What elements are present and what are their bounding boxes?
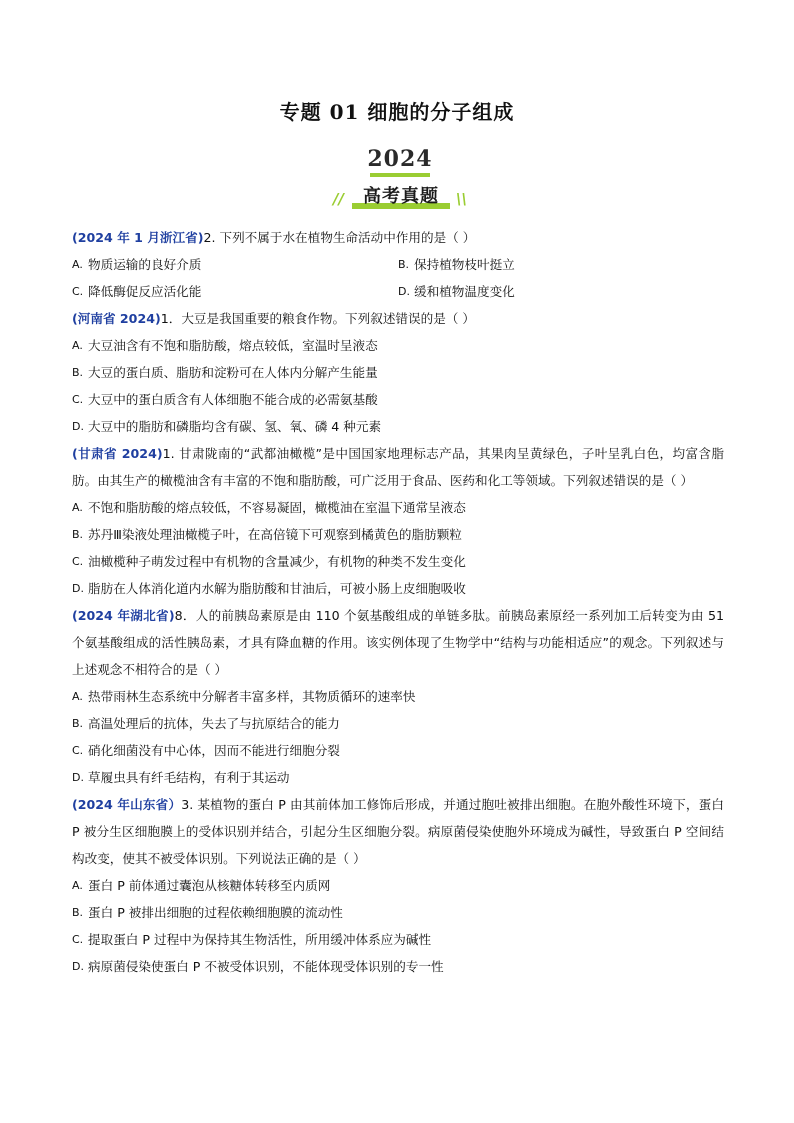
option-row	[72, 278, 724, 305]
question-stem	[72, 305, 724, 332]
question-source: (2024 年山东省）	[72, 797, 182, 812]
question-stem	[72, 602, 724, 683]
slash-right-decor: \\	[456, 190, 467, 208]
option-key: C.	[72, 744, 84, 757]
option-d	[72, 764, 724, 791]
option-key: A.	[72, 339, 83, 352]
option-d	[72, 953, 724, 980]
option-key: A.	[72, 258, 83, 271]
option-key: C.	[72, 285, 84, 298]
question-2	[72, 305, 724, 440]
option-key: B.	[398, 258, 410, 271]
option-text: 缓和植物温度变化	[414, 284, 515, 299]
year-underline	[370, 173, 430, 177]
option-text: 大豆油含有不饱和脂肪酸，熔点较低，室温时呈液态	[88, 338, 378, 353]
question-text: 3. 某植物的蛋白 P 由其前体加工修饰后形成，并通过胞吐被排出细胞。在胞外酸性环境下，蛋白 P 被分生区细胞膜上的受体识别并结合，引起分生区细胞分裂。病原菌侵染使胞外环境成为碱性，导致蛋白 P 空间结构改变，使其不被受体识别。下列说法正确的是（ ）	[72, 797, 724, 866]
question-text: 8．人的前胰岛素原是由 110 个氨基酸组成的单链多肽。前胰岛素原经一系列加工后转变为由 51 个氨基酸组成的活性胰岛素，才具有降血糖的作用。该实例体现了生物学中“结构与功能相适应”的观念。下列叙述与上述观念不相符合的是（ ）	[72, 608, 724, 677]
option-text: 蛋白 P 被排出细胞的过程依赖细胞膜的流动性	[88, 905, 343, 920]
option-text: 硝化细菌没有中心体，因而不能进行细胞分裂	[88, 743, 340, 758]
option-text: 保持植物枝叶挺立	[414, 257, 515, 272]
option-key: D.	[72, 771, 84, 784]
slash-left-decor: //	[333, 190, 344, 208]
option-text: 大豆中的蛋白质含有人体细胞不能合成的必需氨基酸	[88, 392, 378, 407]
option-d	[72, 413, 724, 440]
question-source: (2024 年 1 月浙江省)	[72, 230, 204, 245]
question-text: 1．大豆是我国重要的粮食作物。下列叙述错误的是（ ）	[160, 311, 476, 326]
option-d	[398, 278, 724, 305]
option-text: 降低酶促反应活化能	[88, 284, 202, 299]
option-c	[72, 278, 398, 305]
banner-tag: 高考真题	[363, 186, 439, 207]
option-b	[398, 251, 724, 278]
option-text: 草履虫具有纤毛结构，有利于其运动	[88, 770, 290, 785]
option-b	[72, 899, 724, 926]
page-title: 专题 01 细胞的分子组成	[279, 100, 515, 124]
option-key: D.	[72, 582, 84, 595]
option-key: B.	[72, 366, 84, 379]
option-b	[72, 359, 724, 386]
option-key: C.	[72, 933, 84, 946]
option-d	[72, 575, 724, 602]
question-stem	[72, 791, 724, 872]
option-text: 脂肪在人体消化道内水解为脂肪酸和甘油后，可被小肠上皮细胞吸收	[88, 581, 466, 596]
option-a	[72, 683, 724, 710]
option-key: D.	[398, 285, 410, 298]
question-source: (甘肃省 2024)	[72, 446, 163, 461]
option-text: 大豆的蛋白质、脂肪和淀粉可在人体内分解产生能量	[88, 365, 378, 380]
option-c	[72, 548, 724, 575]
option-key: D.	[72, 420, 84, 433]
option-key: B.	[72, 528, 84, 541]
question-stem	[72, 440, 724, 494]
option-key: D.	[72, 960, 84, 973]
question-text: 2. 下列不属于水在植物生命活动中作用的是（ ）	[203, 230, 476, 245]
option-row	[72, 251, 724, 278]
option-text: 高温处理后的抗体，失去了与抗原结合的能力	[88, 716, 340, 731]
option-text: 不饱和脂肪酸的熔点较低，不容易凝固，橄榄油在室温下通常呈液态	[88, 500, 466, 515]
option-text: 油橄榄种子萌发过程中有机物的含量减少，有机物的种类不发生变化	[88, 554, 466, 569]
option-text: 热带雨林生态系统中分解者丰富多样，其物质循环的速率快	[88, 689, 416, 704]
option-key: B.	[72, 717, 84, 730]
option-key: C.	[72, 393, 84, 406]
option-b	[72, 521, 724, 548]
option-b	[72, 710, 724, 737]
option-text: 物质运输的良好介质	[88, 257, 202, 272]
question-stem	[72, 224, 724, 251]
option-a	[72, 251, 398, 278]
question-3	[72, 440, 724, 602]
question-4	[72, 602, 724, 791]
option-a	[72, 494, 724, 521]
banner-year: 2024	[367, 146, 433, 172]
year-banner	[330, 146, 470, 212]
option-key: A.	[72, 501, 83, 514]
option-c	[72, 926, 724, 953]
question-text: 1. 甘肃陇南的“武都油橄榄”是中国国家地理标志产品，其果肉呈黄绿色，子叶呈乳白色，均富含脂肪。由其生产的橄榄油含有丰富的不饱和脂肪酸，可广泛用于食品、医药和化工等领域。下列叙述错误的是（ ）	[72, 446, 724, 488]
option-key: B.	[72, 906, 84, 919]
option-key: A.	[72, 879, 83, 892]
question-1	[72, 224, 724, 305]
option-c	[72, 737, 724, 764]
option-text: 病原菌侵染使蛋白 P 不被受体识别，不能体现受体识别的专一性	[88, 959, 444, 974]
option-text: 蛋白 P 前体通过囊泡从核糖体转移至内质网	[88, 878, 331, 893]
question-list	[72, 224, 724, 980]
option-text: 苏丹Ⅲ染液处理油橄榄子叶，在高倍镜下可观察到橘黄色的脂肪颗粒	[88, 527, 462, 542]
question-source: (2024 年湖北省)	[72, 608, 175, 623]
option-text: 大豆中的脂肪和磷脂均含有碳、氢、氧、磷 4 种元素	[88, 419, 382, 434]
option-c	[72, 386, 724, 413]
question-5	[72, 791, 724, 980]
option-key: C.	[72, 555, 84, 568]
option-key: A.	[72, 690, 83, 703]
option-a	[72, 872, 724, 899]
option-a	[72, 332, 724, 359]
option-text: 提取蛋白 P 过程中为保持其生物活性，所用缓冲体系应为碱性	[88, 932, 432, 947]
question-source: (河南省 2024)	[72, 311, 161, 326]
